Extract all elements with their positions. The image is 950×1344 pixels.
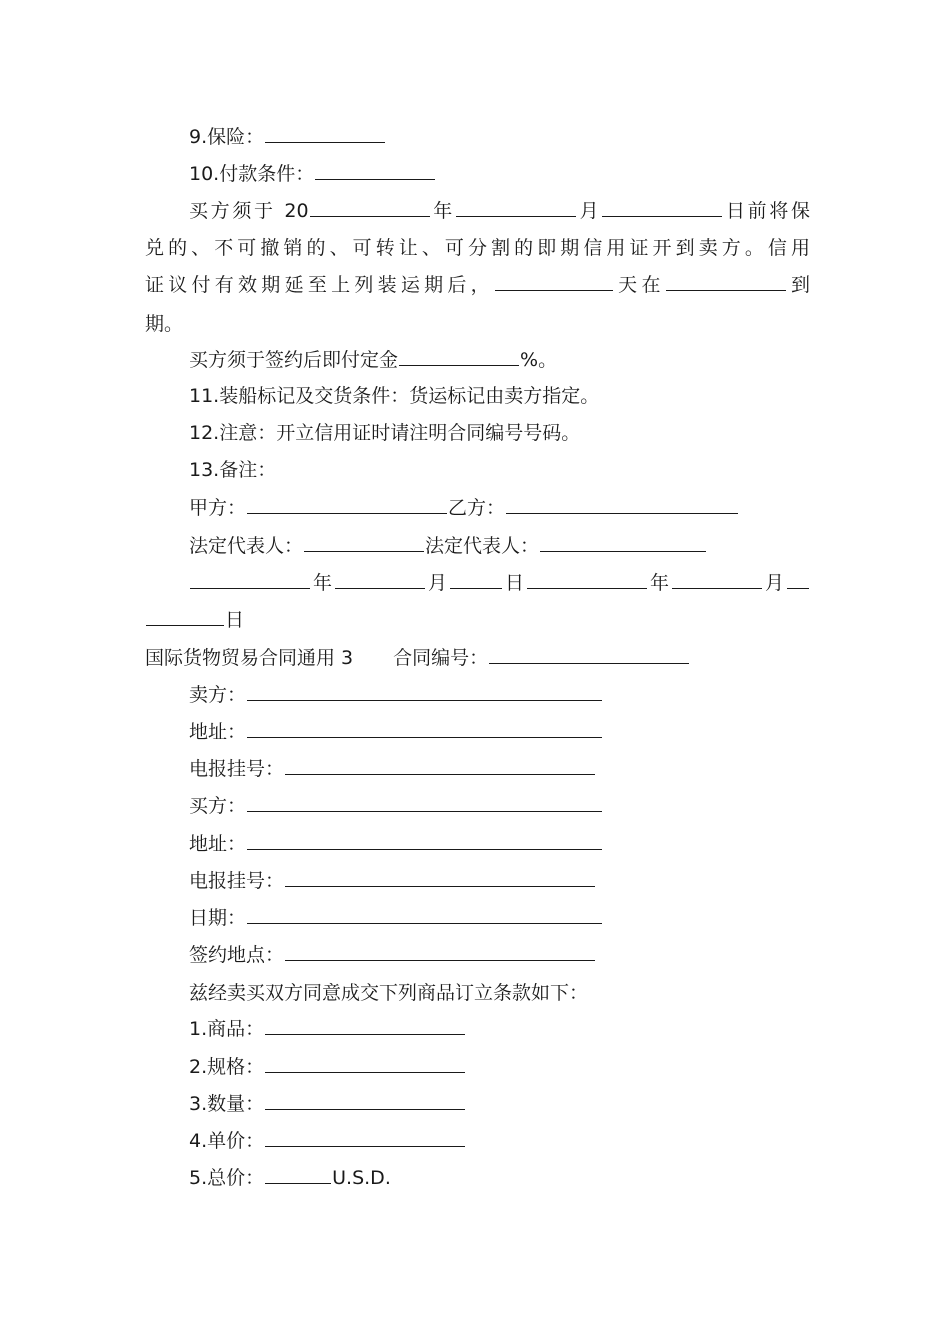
seller-cable-blank	[285, 773, 595, 775]
buyer-field: 买方：	[189, 791, 810, 821]
quantity-blank	[265, 1108, 465, 1110]
date-b-day-blank-end	[146, 624, 224, 626]
clause-remarks: 13.备注：	[189, 459, 277, 481]
insurance-blank	[265, 141, 385, 143]
party-a-blank	[247, 512, 447, 514]
goods-blank	[265, 1033, 465, 1035]
place-blank	[285, 959, 595, 961]
item-total-price: 5.总价： U.S.D.	[189, 1167, 391, 1189]
seller-blank	[247, 699, 602, 701]
seller-address-blank	[247, 736, 602, 738]
buyer-address-field: 地址：	[189, 829, 810, 859]
item-unit-price: 4.单价：	[189, 1126, 810, 1156]
lc-line-4: 期。	[145, 313, 184, 335]
signature-dates: 年 月 日 年 月	[189, 568, 810, 598]
seller-cable-field: 电报挂号：	[189, 754, 810, 784]
total-price-blank	[265, 1182, 331, 1184]
clause-payment-terms: 10.付款条件：	[189, 159, 810, 189]
signature-dates-wrap: 日	[145, 605, 810, 635]
legal-rep-b-blank	[540, 550, 706, 552]
buyer-cable-blank	[285, 885, 595, 887]
clause-deposit: 买方须于签约后即付定金 %。	[189, 349, 558, 371]
buyer-blank	[247, 810, 602, 812]
spec-blank	[265, 1071, 465, 1073]
date-a-year-blank	[190, 587, 310, 589]
place-field: 签约地点：	[189, 940, 810, 970]
seller-field: 卖方：	[189, 680, 810, 710]
payment-terms-blank	[315, 178, 435, 180]
lc-day-blank	[602, 215, 722, 217]
contract3-title: 国际货物贸易合同通用 3	[145, 647, 354, 669]
deposit-blank	[399, 364, 519, 366]
item-spec: 2.规格：	[189, 1052, 810, 1082]
party-b-blank	[506, 512, 738, 514]
date-b-day-blank-start	[787, 587, 809, 589]
lc-line-1: 买方须于 20 年 月 日前将保	[189, 200, 810, 222]
seller-address-field: 地址：	[189, 717, 810, 747]
buyer-cable-field: 电报挂号：	[189, 866, 810, 896]
date-a-month-blank	[335, 587, 425, 589]
lc-line-3: 证议付有效期延至上列装运期后， 天在 到	[145, 274, 810, 296]
lc-year-blank	[310, 215, 430, 217]
contract3-title-line: 国际货物贸易合同通用 3 合同编号：	[145, 643, 810, 673]
clause-attention: 12.注意：开立信用证时请注明合同编号号码。	[189, 422, 581, 444]
contract3-intro: 兹经卖买双方同意成交下列商品订立条款如下：	[189, 982, 589, 1004]
lc-month-blank	[456, 215, 576, 217]
contract-no-blank	[489, 662, 689, 664]
legal-rep-a-blank	[304, 550, 424, 552]
lc-days-blank	[495, 289, 613, 291]
item-quantity: 3.数量：	[189, 1089, 810, 1119]
date-field: 日期：	[189, 903, 810, 933]
date-b-year-blank	[527, 587, 647, 589]
unit-price-blank	[265, 1145, 465, 1147]
lc-line-2: 兑的、不可撤销的、可转让、可分割的即期信用证开到卖方。信用	[145, 237, 810, 259]
buyer-address-blank	[247, 848, 602, 850]
signature-legal-reps: 法定代表人： 法定代表人：	[189, 531, 810, 561]
signature-parties: 甲方： 乙方：	[189, 493, 810, 523]
clause-insurance: 9.保险：	[189, 122, 810, 152]
date-b-month-blank	[672, 587, 762, 589]
clause-shipping-marks: 11.装船标记及交货条件：货运标记由卖方指定。	[189, 385, 600, 407]
date-blank	[247, 922, 602, 924]
date-a-day-blank	[450, 587, 502, 589]
item-goods: 1.商品：	[189, 1014, 810, 1044]
lc-place-blank	[666, 289, 786, 291]
